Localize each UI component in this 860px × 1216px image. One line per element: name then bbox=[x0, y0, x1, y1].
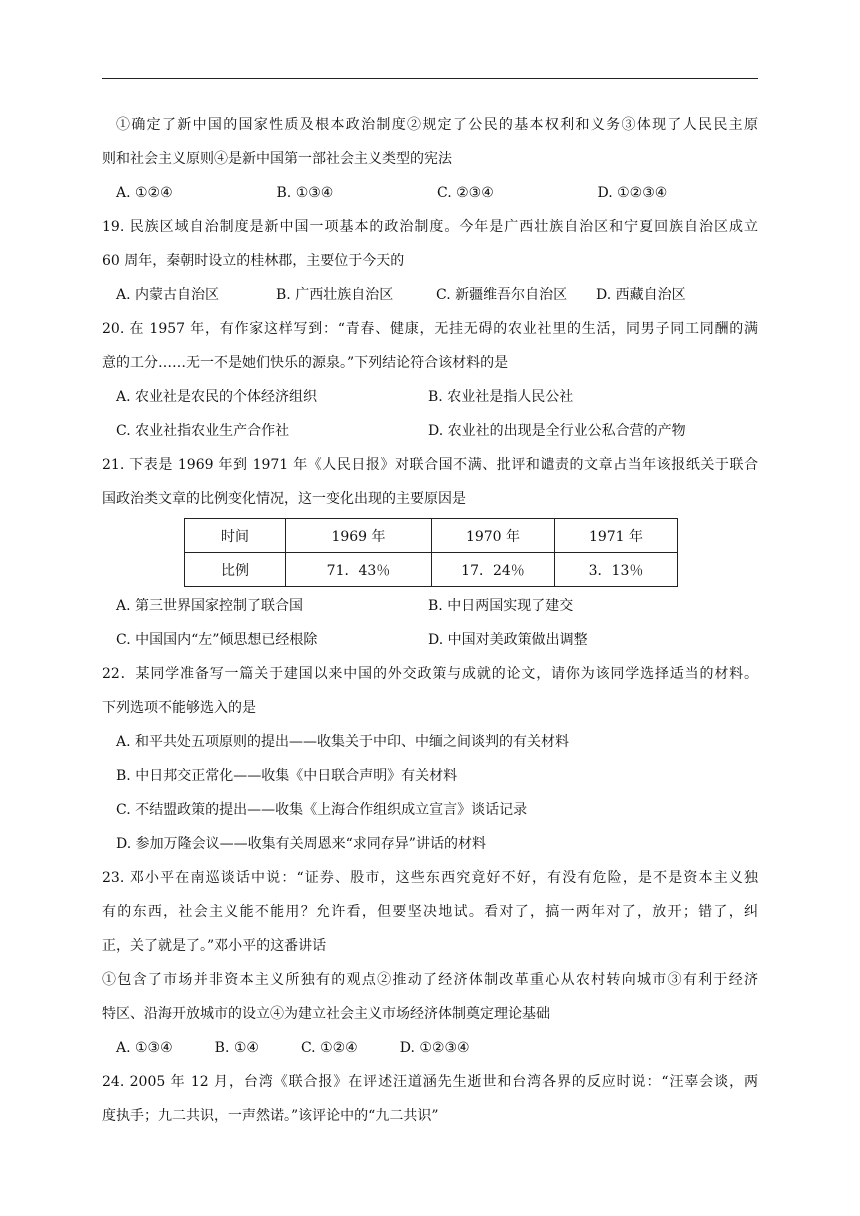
table-cell: 71．43％ bbox=[286, 553, 432, 587]
q21-options-row2 bbox=[102, 623, 758, 657]
q23-stem-line: 23. 邓小平在南巡谈话中说：“证券、股市，这些东西究竟好不好，有没有危险，是不是资本主义独 bbox=[102, 870, 758, 886]
option-b[interactable]: B. 广西壮族自治区 bbox=[276, 287, 394, 303]
option-c[interactable]: C. 不结盟政策的提出——收集《上海合作组织成立宣言》谈话记录 bbox=[116, 802, 528, 818]
q18-stem-line: ①确定了新中国的国家性质及根本政治制度②规定了公民的基本权利和义务③体现了人民民主原 bbox=[116, 117, 758, 133]
table-cell: 1969 年 bbox=[286, 519, 432, 553]
option-c[interactable]: C. ②③④ bbox=[437, 185, 494, 201]
table-header-row bbox=[185, 519, 678, 553]
ratio-table bbox=[184, 518, 678, 587]
option-b[interactable]: B. ①④ bbox=[214, 1040, 259, 1056]
q24-stem-line: 度执手；九二共识，一声然诺。”该评论中的“九二共识” bbox=[102, 1108, 439, 1124]
table-row bbox=[185, 553, 678, 587]
q19-options bbox=[102, 278, 758, 312]
option-d[interactable]: D. 农业社的出现是全行业公私合营的产物 bbox=[428, 423, 686, 439]
option-b[interactable]: B. 中日邦交正常化——收集《中日联合声明》有关材料 bbox=[116, 768, 458, 784]
q19-stem-line: 60 周年，秦朝时设立的桂林郡，主要位于今天的 bbox=[102, 253, 405, 269]
q24-stem-line: 24. 2005 年 12 月，台湾《联合报》在评述汪道涵先生逝世和台湾各界的反应时说：“汪辜会谈，两 bbox=[102, 1074, 758, 1090]
q21-stem-line: 国政治类文章的比例变化情况，这一变化出现的主要原因是 bbox=[102, 491, 466, 507]
option-d[interactable]: D. ①②③④ bbox=[399, 1040, 470, 1056]
option-d[interactable]: D. 西藏自治区 bbox=[596, 287, 686, 303]
option-a[interactable]: A. 和平共处五项原则的提出——收集关于中印、中缅之间谈判的有关材料 bbox=[116, 734, 570, 750]
table-cell: 1971 年 bbox=[555, 519, 678, 553]
question-18 bbox=[102, 108, 758, 210]
question-19 bbox=[102, 210, 758, 312]
table-cell: 3．13％ bbox=[555, 553, 678, 587]
question-20 bbox=[102, 312, 758, 448]
q18-stem-line: 则和社会主义原则④是新中国第一部社会主义类型的宪法 bbox=[102, 151, 452, 167]
option-c[interactable]: C. 农业社指农业生产合作社 bbox=[116, 423, 290, 439]
option-c[interactable]: C. 新疆维吾尔自治区 bbox=[436, 287, 568, 303]
q20-options-row1 bbox=[102, 380, 758, 414]
q22-stem-line: 下列选项不能够选入的是 bbox=[102, 700, 256, 716]
question-21 bbox=[102, 448, 758, 657]
option-a[interactable]: A. 内蒙古自治区 bbox=[116, 287, 220, 303]
header-rule bbox=[102, 78, 758, 79]
q18-options bbox=[102, 176, 758, 210]
option-d[interactable]: D. ①②③④ bbox=[597, 185, 668, 201]
option-b[interactable]: B. ①③④ bbox=[276, 185, 334, 201]
q19-stem-line: 19. 民族区域自治制度是新中国一项基本的政治制度。今年是广西壮族自治区和宁夏回族自治区成立 bbox=[102, 219, 758, 235]
option-d[interactable]: D. 参加万隆会议——收集有关周恩来“求同存异”讲话的材料 bbox=[116, 836, 486, 852]
option-a[interactable]: A. ①②④ bbox=[116, 185, 173, 201]
q23-options bbox=[102, 1031, 758, 1065]
q22-stem-line: 22．某同学准备写一篇关于建国以来中国的外交政策与成就的论文，请你为该同学选择适当的材料。 bbox=[102, 666, 758, 682]
q21-options-row1 bbox=[102, 589, 758, 623]
question-22 bbox=[102, 657, 758, 861]
q21-stem-line: 21. 下表是 1969 年到 1971 年《人民日报》对联合国不满、批评和谴责的文章占当年该报纸关于联合 bbox=[102, 457, 758, 473]
option-a[interactable]: A. ①③④ bbox=[116, 1040, 173, 1056]
table-cell: 17．24％ bbox=[432, 553, 555, 587]
exam-page bbox=[102, 108, 758, 1133]
option-d[interactable]: D. 中国对美政策做出调整 bbox=[428, 632, 588, 648]
option-b[interactable]: B. 农业社是指人民公社 bbox=[428, 389, 574, 405]
q20-stem-line: 意的工分……无一不是她们快乐的源泉。”下列结论符合该材料的是 bbox=[102, 355, 509, 371]
table-cell: 比例 bbox=[185, 553, 286, 587]
option-a[interactable]: A. 第三世界国家控制了联合国 bbox=[116, 598, 304, 614]
q23-statement-line: ①包含了市场并非资本主义所独有的观点②推动了经济体制改革重心从农村转向城市③有利于经济 bbox=[102, 972, 758, 988]
question-24 bbox=[102, 1065, 758, 1133]
option-b[interactable]: B. 中日两国实现了建交 bbox=[428, 598, 574, 614]
q23-stem-line: 有的东西，社会主义能不能用？允许看，但要坚决地试。看对了，搞一两年对了，放开；错了，纠 bbox=[102, 904, 758, 920]
table-cell: 1970 年 bbox=[432, 519, 555, 553]
option-a[interactable]: A. 农业社是农民的个体经济组织 bbox=[116, 389, 318, 405]
option-c[interactable]: C. ①②④ bbox=[300, 1040, 358, 1056]
q20-stem-line: 20. 在 1957 年，有作家这样写到：“青春、健康，无挂无碍的农业社里的生活，同男子同工同酬的满 bbox=[102, 321, 758, 337]
option-c[interactable]: C. 中国国内“左”倾思想已经根除 bbox=[116, 632, 318, 648]
q20-options-row2 bbox=[102, 414, 758, 448]
q23-stem-line: 正，关了就是了。”邓小平的这番讲话 bbox=[102, 938, 327, 954]
question-23 bbox=[102, 861, 758, 1065]
q23-statement-line: 特区、沿海开放城市的设立④为建立社会主义市场经济体制奠定理论基础 bbox=[102, 1006, 550, 1022]
table-cell: 时间 bbox=[185, 519, 286, 553]
